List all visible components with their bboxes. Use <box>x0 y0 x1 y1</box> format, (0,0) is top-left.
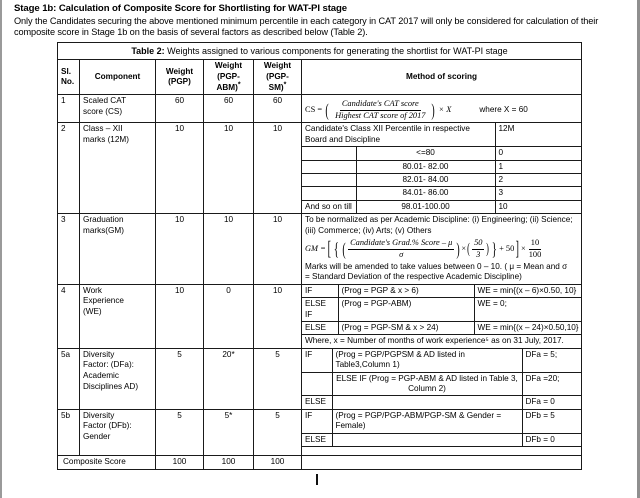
gm-factor-fraction <box>472 238 484 260</box>
dfb-spacer-row <box>302 446 582 455</box>
intro-paragraph: Only the Candidates securing the above mentioned minimum percentile in each category in CAT 2017 will only be considered for calculation of their composite score in Stage 1b on the basis of several factors as described below (Table 2). <box>14 15 599 37</box>
composite-score-row <box>58 456 582 470</box>
row5a-component-line2: Factor: (DFa): <box>83 360 134 370</box>
class-xii-value-4: 3 <box>495 187 582 200</box>
gm-paren2-close: ) <box>486 241 490 257</box>
class-xii-prefix-5: And so on till <box>302 200 356 213</box>
cs-paren-open: ( <box>325 99 329 120</box>
text-cursor <box>316 474 318 485</box>
row5a-component-line4: Disciplines AD) <box>83 381 139 391</box>
row2-weight-pgp: 10 <box>156 123 204 214</box>
class-xii-row-5 <box>302 200 582 213</box>
row3-weight-pgp: 10 <box>156 214 204 285</box>
we-footnote-row <box>302 335 582 348</box>
table-row-3 <box>58 214 582 285</box>
dfa-result-2: DFa = 0 <box>522 396 582 409</box>
row1-weight-sm: 60 <box>254 95 302 123</box>
row3-weight-abm: 10 <box>204 214 254 285</box>
gm-factor-den: 3 <box>476 249 481 259</box>
we-result-1: WE = 0; <box>474 298 582 322</box>
row5a-component-line3: Academic <box>83 370 119 380</box>
composite-score-abm: 100 <box>204 456 254 470</box>
gm-formula-inline <box>305 238 544 260</box>
gm-paren-open: ( <box>342 238 346 259</box>
weight-pgp-line2: (PGP) <box>168 77 191 87</box>
row4-weight-sm: 10 <box>254 284 302 348</box>
class-xii-row-4 <box>302 187 582 200</box>
class-xii-range-1: <=80 <box>356 147 495 160</box>
row4-component-line3: (WE) <box>83 306 102 316</box>
cs-numerator: Candidate's CAT score <box>340 99 421 111</box>
dfa-keyword-0: IF <box>302 349 332 372</box>
class-xii-prefix-4 <box>302 187 356 200</box>
row5b-weight-sm: 5 <box>254 409 302 456</box>
col-header-weight-pgp-sm <box>254 60 302 95</box>
gm-plus-fifty: + 50 <box>499 244 515 254</box>
row5b-sl: 5b <box>58 409 80 456</box>
col-header-sl-line2: No. <box>61 77 75 87</box>
gm-tail-den: 100 <box>528 249 542 259</box>
dfa-subtable <box>302 349 582 409</box>
cs-fraction <box>333 99 427 121</box>
row5b-weight-abm: 5* <box>204 409 254 456</box>
gm-fraction <box>348 238 454 260</box>
row3-method <box>302 214 582 285</box>
gm-brace-close: } <box>492 238 498 259</box>
we-result-2: WE = min{(x – 24)×0.50,10} <box>474 321 582 334</box>
table-caption <box>58 43 582 60</box>
row3-sl: 3 <box>58 214 80 285</box>
row4-component-line2: Experience <box>83 296 124 306</box>
dfa-keyword-2: ELSE <box>302 396 332 409</box>
class-xii-subtable <box>302 123 582 213</box>
dfb-subtable <box>302 410 582 456</box>
gm-normalize-line2: (iii) Commerce; (iv) Arts; (v) Others <box>305 225 432 235</box>
intro-block <box>0 0 640 38</box>
dfb-condition-0: (Prog = PGP/PGP-ABM/PGP-SM & Gender = Female) <box>332 410 522 433</box>
row4-method <box>302 284 582 348</box>
class-xii-range-3: 82.01- 84.00 <box>356 173 495 186</box>
row5b-component-line3: Gender <box>83 431 111 441</box>
row5b-component-line2: Factor (DFb): <box>83 421 132 431</box>
table-row-4 <box>58 284 582 348</box>
class-xii-prefix-2 <box>302 160 356 173</box>
row4-component-line1: Work <box>83 285 102 295</box>
composite-score-method-empty <box>302 456 582 470</box>
weight-sm-asterisk: * <box>283 80 287 88</box>
row2-component-line1: Class – XII <box>83 124 123 134</box>
gm-bracket-close: ] <box>515 238 520 261</box>
gm-tail-fraction <box>527 238 544 260</box>
weight-sm-line1: Weight <box>263 61 292 71</box>
weight-sm-line3 <box>257 80 298 94</box>
composite-score-pgp: 100 <box>156 456 204 470</box>
gm-lhs: GM = <box>305 244 326 254</box>
weight-abm-asterisk: * <box>237 80 241 88</box>
dfb-spacer <box>302 446 582 455</box>
row4-weight-pgp: 10 <box>156 284 204 348</box>
we-row-1 <box>302 298 582 322</box>
table-row-2 <box>58 123 582 214</box>
composite-score-sm: 100 <box>254 456 302 470</box>
we-subtable <box>302 285 582 348</box>
row2-component <box>80 123 156 214</box>
class-xii-prefix-1 <box>302 147 356 160</box>
cs-lhs-text: CS = <box>305 104 323 114</box>
dfa-result-0: DFa = 5; <box>522 349 582 372</box>
class-xii-row-3 <box>302 173 582 186</box>
col-header-weight-pgp-abm <box>204 60 254 95</box>
row5a-weight-pgp: 5 <box>156 348 204 409</box>
class-xii-value-3: 2 <box>495 173 582 186</box>
dfa-keyword-1 <box>302 372 332 396</box>
dfb-keyword-1: ELSE <box>302 433 332 446</box>
weight-abm-line2: (PGP- <box>217 71 240 81</box>
composite-score-label: Composite Score <box>58 456 156 470</box>
row3-component-line2: marks(GM) <box>83 225 124 235</box>
class-xii-row-0 <box>302 123 582 146</box>
class-xii-value-1: 0 <box>495 147 582 160</box>
col-header-sl-no <box>58 60 80 95</box>
table-row-1 <box>58 95 582 123</box>
cs-multiplier: × X <box>438 104 452 114</box>
class-xii-label: Candidate's Class XII Percentile in respective Board and Discipline <box>302 123 495 146</box>
dfa-row-0 <box>302 349 582 372</box>
row5a-weight-sm: 5 <box>254 348 302 409</box>
gm-bracket-open: [ <box>327 238 331 261</box>
dfa-result-1: DFa =20; <box>522 372 582 396</box>
col-header-sl-line1: Sl. <box>61 66 72 76</box>
gm-normalize-line1: To be normalized as per Academic Discipline: (i) Engineering; (ii) Science; <box>305 215 573 225</box>
cs-denominator: Highest CAT score of 2017 <box>335 110 426 120</box>
gm-note-line1: Marks will be amended to take values between 0 – 10. ( μ = Mean and σ <box>305 261 568 271</box>
weight-pgp-line1: Weight <box>165 66 194 76</box>
row4-weight-abm: 0 <box>204 284 254 348</box>
stage-heading: Stage 1b: Calculation of Composite Score for Shortlisting for WAT-PI stage <box>14 3 348 14</box>
class-xii-value-0: 12M <box>495 123 582 146</box>
we-keyword-0: IF <box>302 285 338 298</box>
gm-brace-open: { <box>334 238 340 259</box>
row3-weight-sm: 10 <box>254 214 302 285</box>
gm-times-1: × <box>461 244 467 254</box>
row1-component <box>80 95 156 123</box>
dfa-row-2 <box>302 396 582 409</box>
weight-abm-line1: Weight <box>214 61 243 71</box>
dfb-result-0: DFb = 5 <box>522 410 582 433</box>
class-xii-prefix-3 <box>302 173 356 186</box>
we-condition-1: (Prog = PGP-ABM) <box>338 298 474 322</box>
row2-sl: 2 <box>58 123 80 214</box>
weight-abm-line3 <box>207 80 250 94</box>
row2-method <box>302 123 582 214</box>
dfa-condition-2 <box>332 396 522 409</box>
cs-paren-close: ) <box>431 99 436 120</box>
class-xii-value-5: 10 <box>495 200 582 213</box>
table-caption-row <box>58 43 582 60</box>
gm-formula <box>305 236 578 261</box>
class-xii-range-4: 84.01- 86.00 <box>356 187 495 200</box>
cs-formula <box>305 96 578 121</box>
row5b-component <box>80 409 156 456</box>
row1-weight-pgp: 60 <box>156 95 204 123</box>
table-caption-label: Table 2: <box>131 46 165 57</box>
row1-component-line2: score (CS) <box>83 106 123 116</box>
row5a-component <box>80 348 156 409</box>
row5b-weight-pgp: 5 <box>156 409 204 456</box>
class-xii-row-2 <box>302 160 582 173</box>
class-xii-value-2: 1 <box>495 160 582 173</box>
we-condition-2: (Prog = PGP-SM & x > 24) <box>338 321 474 334</box>
dfa-condition-0: (Prog = PGP/PGPSM & AD listed in Table3,Column 1) <box>332 349 522 372</box>
gm-numerator: Candidate's Grad.% Score – μ <box>348 238 454 250</box>
gm-note-line2: = Standard Deviation of the respective Academic Discipline) <box>305 272 522 282</box>
row5a-component-line1: Diversity <box>83 349 115 359</box>
dfb-row-0 <box>302 410 582 433</box>
row5b-method <box>302 409 582 456</box>
we-footnote: Where, x = Number of months of work experience⁵ as on 31 July, 2017. <box>302 335 582 348</box>
col-header-weight-pgp <box>156 60 204 95</box>
dfb-condition-1 <box>332 433 522 446</box>
row2-weight-sm: 10 <box>254 123 302 214</box>
row4-sl: 4 <box>58 284 80 348</box>
row5b-component-line1: Diversity <box>83 410 115 420</box>
row1-sl: 1 <box>58 95 80 123</box>
class-xii-range-2: 80.01- 82.00 <box>356 160 495 173</box>
row1-method <box>302 95 582 123</box>
row1-component-line1: Scaled CAT <box>83 96 127 106</box>
class-xii-range-5: 98.01-100.00 <box>356 200 495 213</box>
row5a-sl: 5a <box>58 348 80 409</box>
we-keyword-2: ELSE <box>302 321 338 334</box>
gm-paren-close: ) <box>456 238 460 259</box>
we-result-0: WE = min{(x – 6)×0.50, 10} <box>474 285 582 298</box>
gm-tail-num: 10 <box>529 238 541 250</box>
row2-weight-abm: 10 <box>204 123 254 214</box>
gm-paren2-open: ( <box>467 241 470 257</box>
row5a-method <box>302 348 582 409</box>
weights-table <box>57 42 582 470</box>
row4-component <box>80 284 156 348</box>
table-header-row <box>58 60 582 95</box>
dfb-keyword-0: IF <box>302 410 332 433</box>
table-row-5b <box>58 409 582 456</box>
dfb-result-1: DFb = 0 <box>522 433 582 446</box>
weight-abm-line3-text: ABM) <box>216 82 238 92</box>
page-left-margin-bar <box>0 0 2 498</box>
dfa-row-1 <box>302 372 582 396</box>
dfa-condition-1: ELSE IF (Prog = PGP-ABM & AD listed in Table 3, Column 2) <box>332 372 522 396</box>
col-header-component: Component <box>80 60 156 95</box>
weight-sm-line2: (PGP- <box>266 71 289 81</box>
gm-factor-num: 50 <box>472 238 484 250</box>
we-condition-0: (Prog = PGP & x > 6) <box>338 285 474 298</box>
cs-formula-lhs <box>305 105 322 116</box>
row5a-weight-abm: 20* <box>204 348 254 409</box>
we-row-2 <box>302 321 582 334</box>
class-xii-row-1 <box>302 147 582 160</box>
dfb-row-1 <box>302 433 582 446</box>
col-header-method-of-scoring: Method of scoring <box>302 60 582 95</box>
we-row-0 <box>302 285 582 298</box>
row2-component-line2: marks (12M) <box>83 134 129 144</box>
table-caption-text: Weights assigned to various components for generating the shortlist for WAT-PI stage <box>164 46 508 57</box>
row3-component <box>80 214 156 285</box>
gm-denominator: σ <box>399 249 404 259</box>
we-keyword-1: ELSE IF <box>302 298 338 322</box>
table-row-5a <box>58 348 582 409</box>
gm-times-2: × <box>520 244 526 254</box>
weight-sm-line3-text: SM) <box>268 82 284 92</box>
row1-weight-abm: 60 <box>204 95 254 123</box>
cs-where-note: where X = 60 <box>479 104 528 114</box>
row3-component-line1: Graduation <box>83 215 124 225</box>
